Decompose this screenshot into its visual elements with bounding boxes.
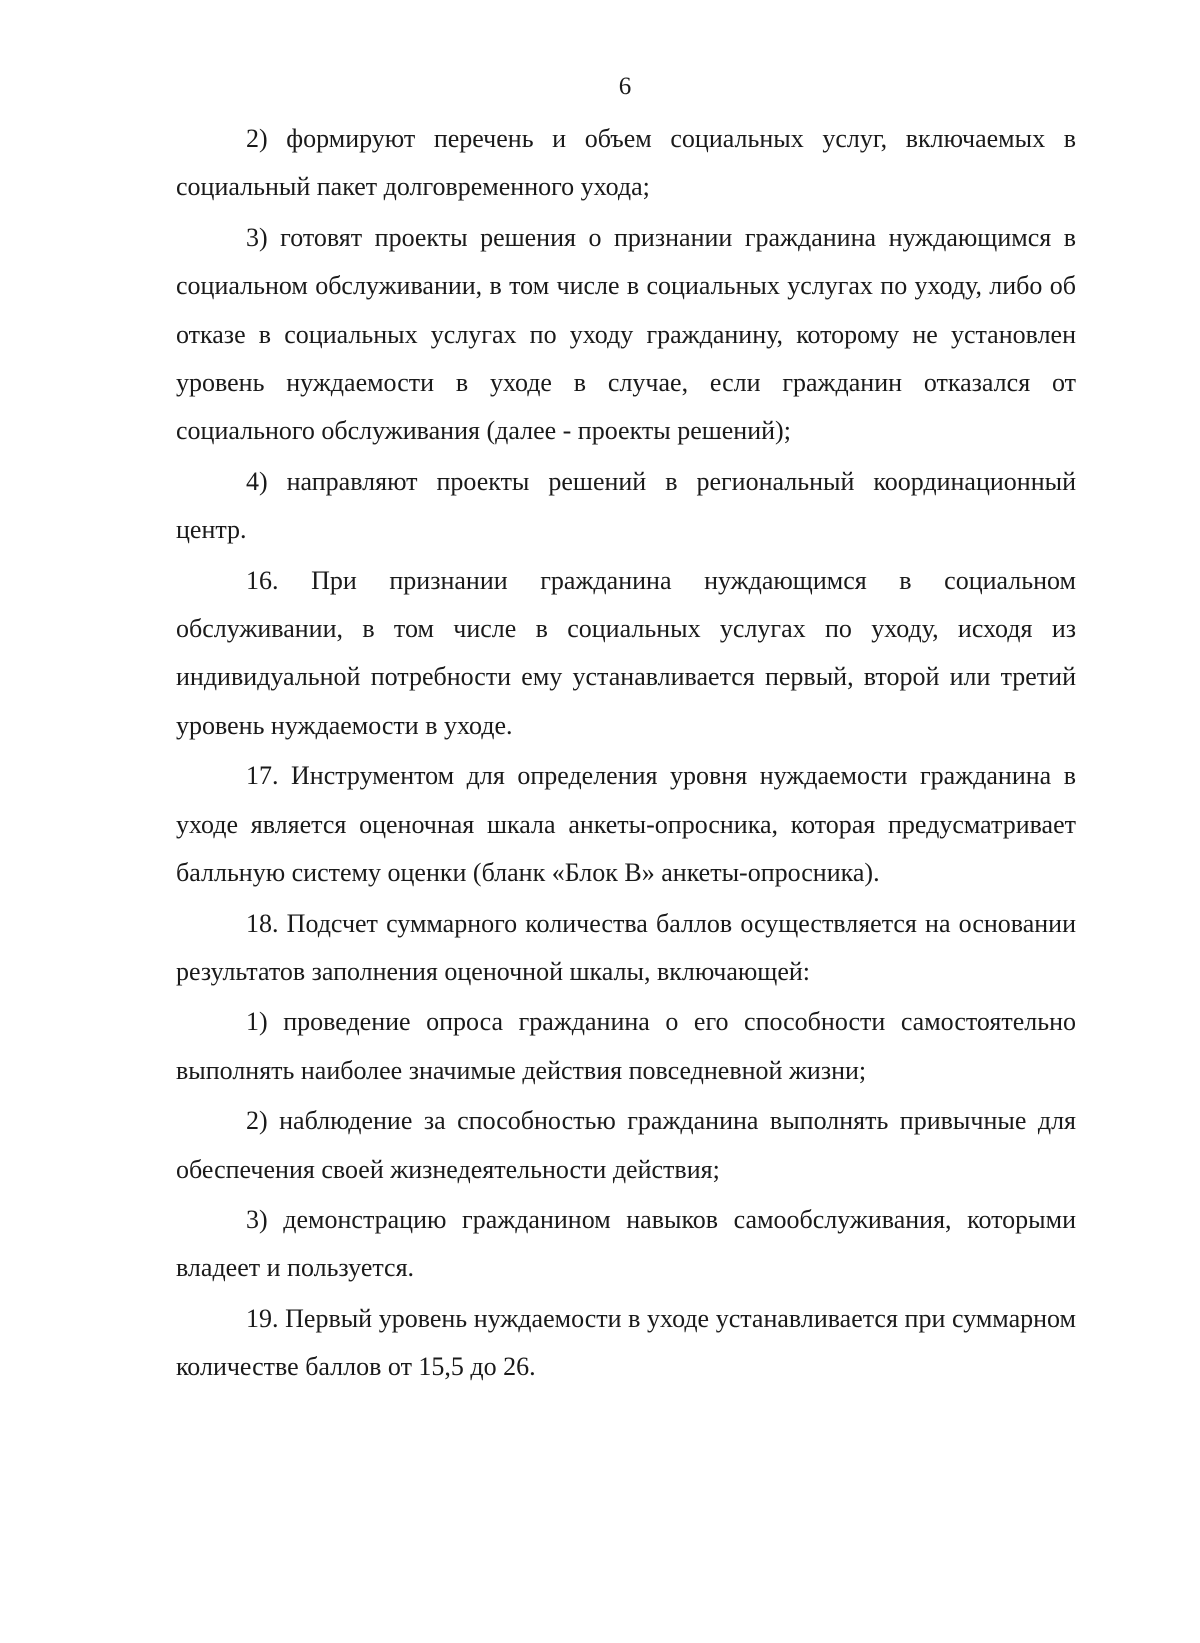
paragraph-clause-16: 16. При признании гражданина нуждающимся в социальном обслуживании, в том числе в социальных услугах по уходу, исходя из индивидуальной потребности ему устанавливается первый, второй или третий уровень нуждаемости в уходе. (176, 565, 1076, 740)
document-body (176, 115, 1076, 1394)
paragraph-list-item-2-observation: 2) наблюдение за способностью гражданина выполнять привычные для обеспечения своей жизнедеятельности действия; (176, 1106, 1076, 1184)
paragraph-clause-17: 17. Инструментом для определения уровня нуждаемости гражданина в уходе является оценочная шкала анкеты-опросника, которая предусматривает балльную систему оценки (бланк «Блок В» анкеты-опросника). (176, 761, 1076, 888)
paragraph-list-item-1-survey: 1) проведение опроса гражданина о его способности самостоятельно выполнять наиболее значимые действия повседневной жизни; (176, 1007, 1076, 1085)
paragraph-list-item-4-send-decisions: 4) направляют проекты решений в региональный координационный центр. (176, 466, 1076, 545)
paragraph-list-item-3-prepare-decisions: 3) готовят проекты решения о признании гражданина нуждающимся в социальном обслуживании, в том числе в социальных услугах по уходу, либо об отказе в социальных услугах по уходу гражданину, которому не установлен уровень нуждаемости в уходе в случае, если гражданин отказался от социального обслуживания (далее - проекты решений); (176, 222, 1076, 446)
paragraph-clause-19: 19. Первый уровень нуждаемости в уходе устанавливается при суммарном количестве баллов от 15,5 до 26. (176, 1303, 1076, 1382)
paragraph-clause-18: 18. Подсчет суммарного количества баллов осуществляется на основании результатов заполнения оценочной шкалы, включающей: (176, 908, 1076, 986)
paragraph-list-item-2-form-services: 2) формируют перечень и объем социальных услуг, включаемых в социальный пакет долговременного ухода; (176, 124, 1076, 202)
paragraph-list-item-3-demonstration: 3) демонстрацию гражданином навыков самообслуживания, которыми владеет и пользуется. (176, 1204, 1076, 1283)
page-number: 6 (618, 73, 632, 100)
